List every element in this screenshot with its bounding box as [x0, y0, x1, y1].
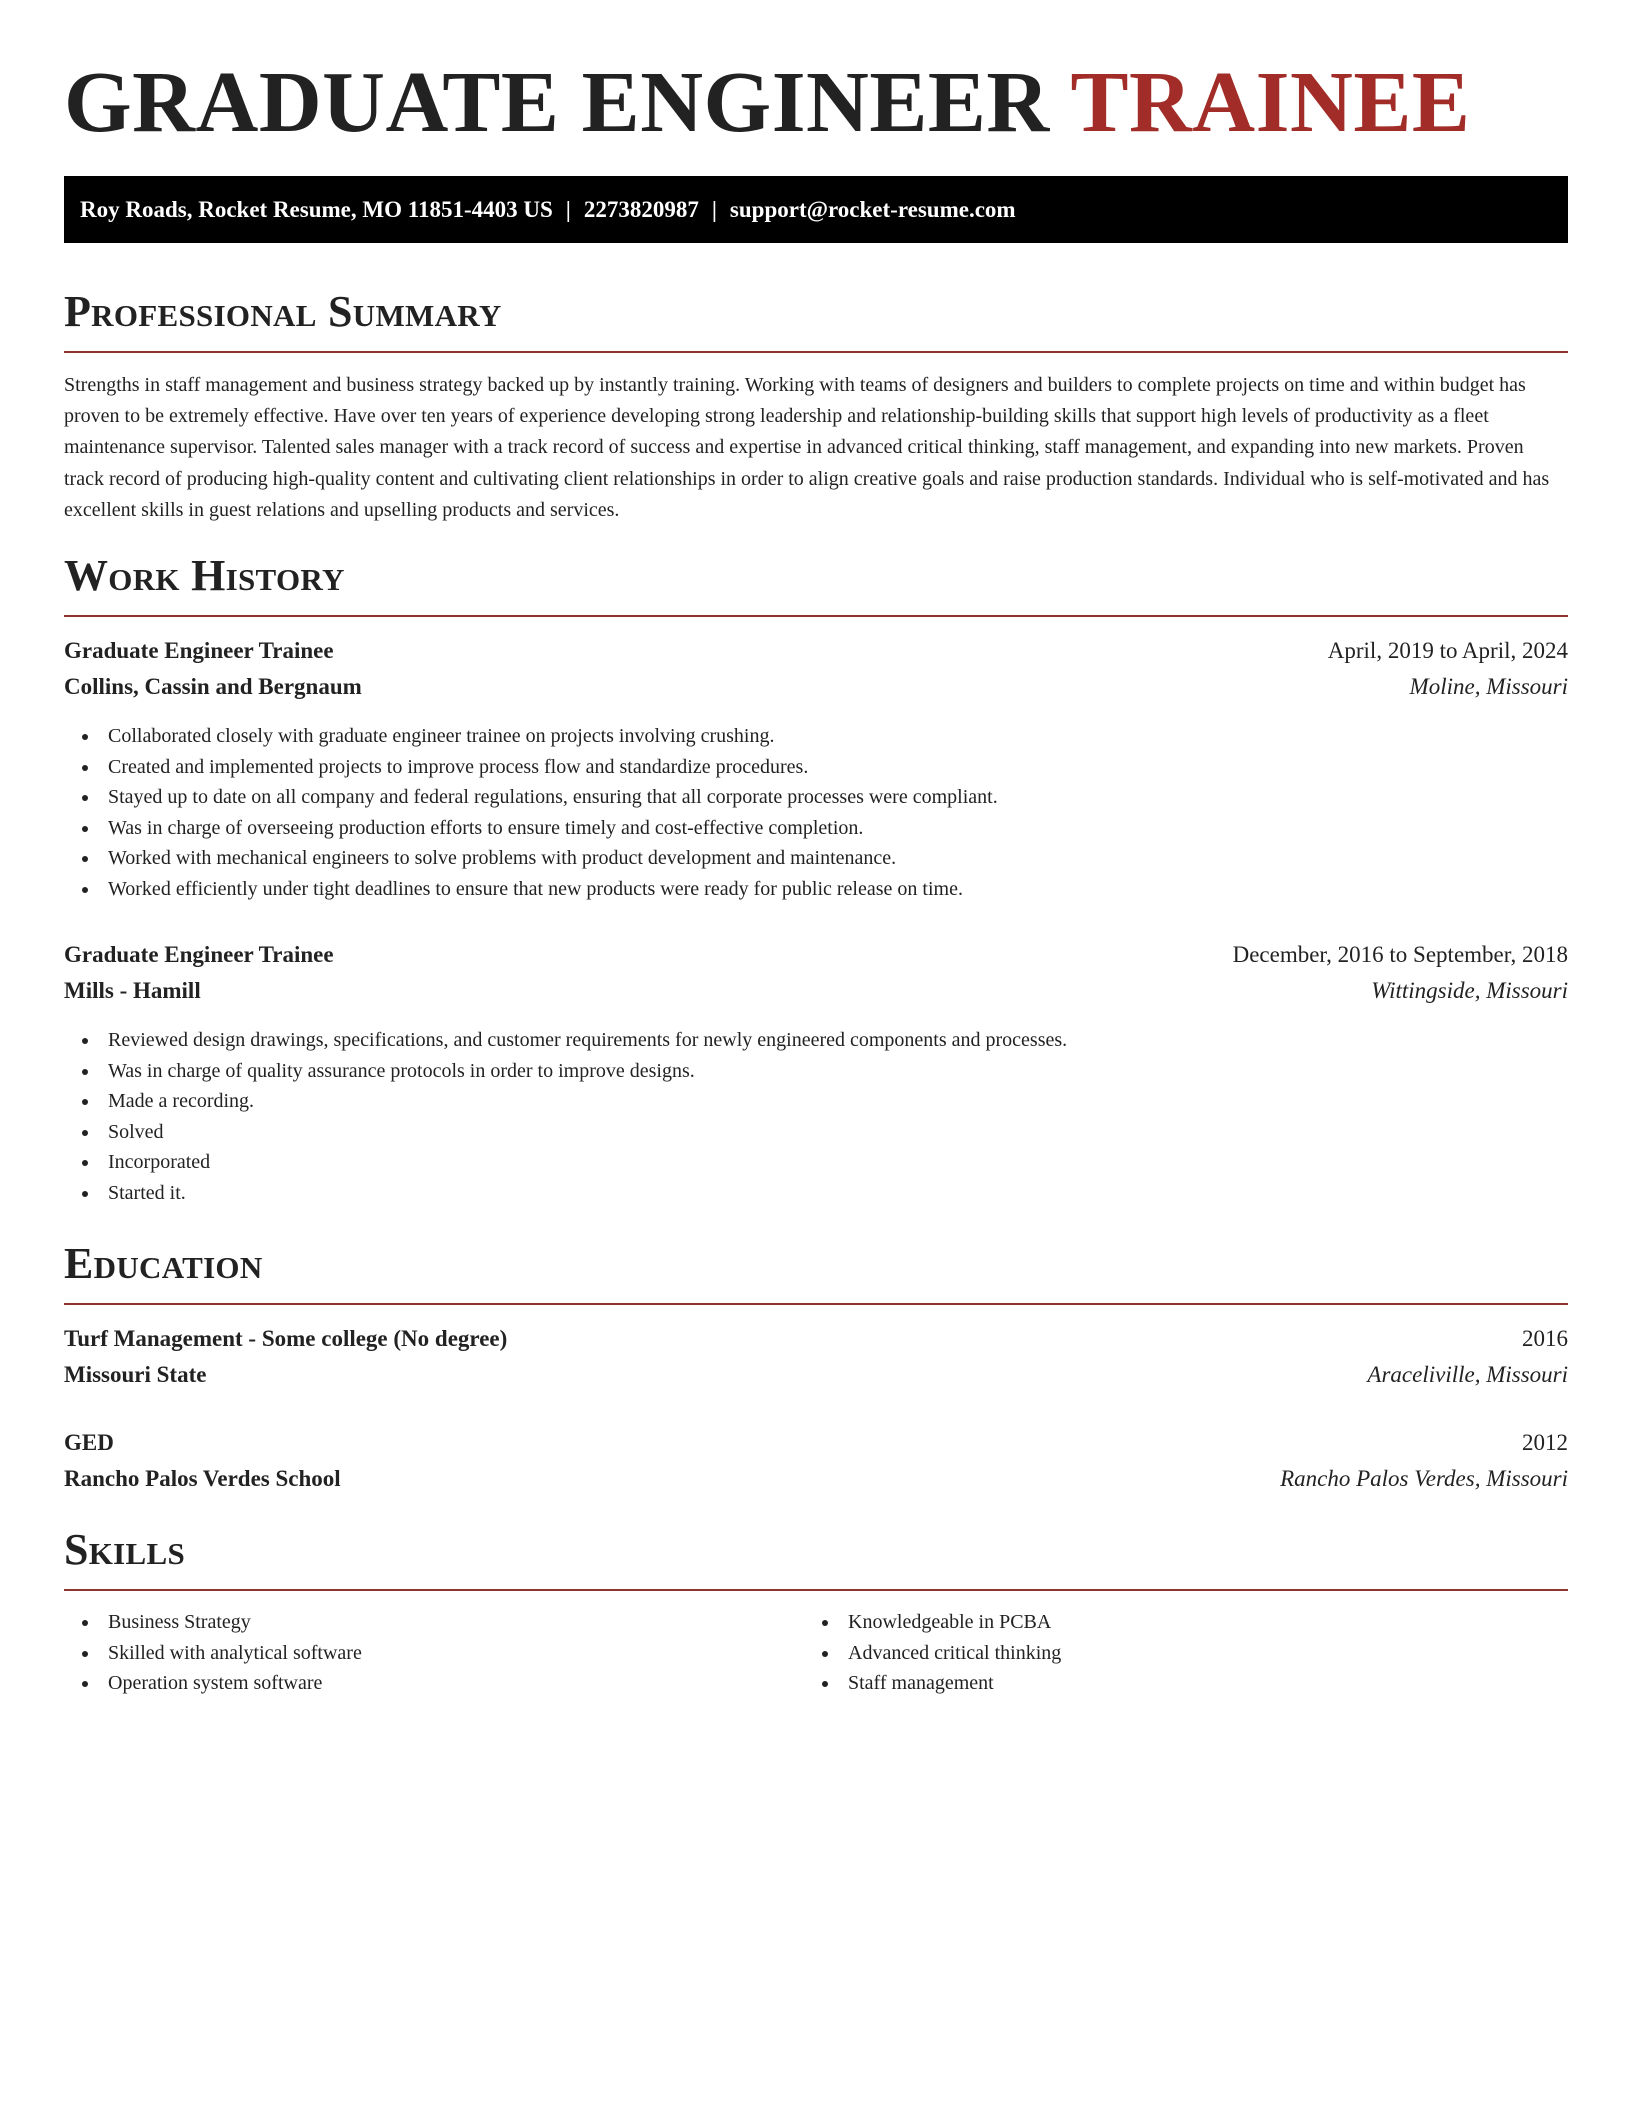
skill-item: Knowledgeable in PCBA — [804, 1607, 1061, 1638]
job-header — [64, 937, 1568, 973]
work-history-heading: Work History — [64, 551, 345, 600]
job-header — [64, 633, 1568, 669]
list-item: Was in charge of overseeing production efforts to ensure timely and cost-effective completion. — [64, 813, 998, 844]
list-item: Was in charge of quality assurance protocols in order to improve designs. — [64, 1056, 1067, 1087]
education-degree: Turf Management - Some college (No degree) — [64, 1326, 508, 1351]
job-bullets — [64, 1025, 1067, 1209]
list-item: Incorporated — [64, 1147, 1067, 1178]
section-divider — [64, 615, 1568, 617]
job-location: Wittingside, Missouri — [1371, 978, 1568, 1003]
list-item: Reviewed design drawings, specifications, and customer requirements for newly engineered components and processes. — [64, 1025, 1067, 1056]
skill-item: Operation system software — [64, 1668, 362, 1699]
skills-heading: Skills — [64, 1525, 186, 1574]
skill-item: Staff management — [804, 1668, 1061, 1699]
education-year: 2016 — [1522, 1326, 1568, 1351]
list-item: Worked with mechanical engineers to solve problems with product development and maintenance. — [64, 843, 998, 874]
contact-email: support@rocket-resume.com — [729, 197, 1016, 222]
education-school: Missouri State — [64, 1362, 207, 1387]
education-school: Rancho Palos Verdes School — [64, 1466, 341, 1491]
list-item: Made a recording. — [64, 1086, 1067, 1117]
summary-heading: Professional Summary — [64, 287, 502, 336]
contact-phone: 2273820987 — [583, 197, 699, 222]
resume-title — [64, 52, 1470, 152]
job-title: Graduate Engineer Trainee — [64, 638, 334, 663]
job-title: Graduate Engineer Trainee — [64, 942, 334, 967]
skill-item: Skilled with analytical software — [64, 1638, 362, 1669]
section-divider — [64, 1303, 1568, 1305]
contact-address: Roy Roads, Rocket Resume, MO 11851-4403 US — [80, 197, 553, 222]
job-company: Collins, Cassin and Bergnaum — [64, 674, 362, 699]
skill-item: Business Strategy — [64, 1607, 362, 1638]
skills-list-left — [64, 1607, 362, 1699]
skills-list-right — [804, 1607, 1061, 1699]
list-item: Stayed up to date on all company and federal regulations, ensuring that all corporate processes were compliant. — [64, 782, 998, 813]
education-location: Rancho Palos Verdes, Missouri — [1280, 1466, 1568, 1491]
section-divider — [64, 351, 1568, 353]
list-item: Worked efficiently under tight deadlines to ensure that new products were ready for public release on time. — [64, 874, 998, 905]
section-divider — [64, 1589, 1568, 1591]
contact-separator: | — [565, 197, 571, 222]
contact-separator: | — [711, 197, 717, 222]
job-location: Moline, Missouri — [1409, 674, 1568, 699]
title-part-1: GRADUATE ENGINEER — [64, 53, 1050, 150]
education-year: 2012 — [1522, 1430, 1568, 1455]
education-subheader — [64, 1357, 1568, 1393]
contact-bar — [64, 176, 1568, 243]
list-item: Solved — [64, 1117, 1067, 1148]
summary-text: Strengths in staff management and business strategy backed up by instantly training. Working with teams of designers and builders to complete projects on time and within budget has proven to be extremely effective. Have over ten years of experience developing strong leadership and relationship-building skills that support high levels of productivity as a fleet maintenance supervisor. Talented sales manager with a track record of success and expertise in advanced critical thinking, staff management, and expanding into new markets. Proven track record of producing high-quality content and cultivating client relationships in order to align creative goals and raise production standards. Individual who is self-motivated and has excellent skills in guest relations and upselling products and services. — [64, 374, 1550, 521]
title-part-2: TRAINEE — [1070, 53, 1471, 150]
job-subheader — [64, 973, 1568, 1009]
job-dates: December, 2016 to September, 2018 — [1232, 942, 1568, 967]
education-degree: GED — [64, 1430, 114, 1455]
job-dates: April, 2019 to April, 2024 — [1327, 638, 1568, 663]
list-item: Collaborated closely with graduate engineer trainee on projects involving crushing. — [64, 721, 998, 752]
education-heading: Education — [64, 1239, 263, 1288]
list-item: Created and implemented projects to improve process flow and standardize procedures. — [64, 752, 998, 783]
job-bullets — [64, 721, 998, 905]
job-company: Mills - Hamill — [64, 978, 201, 1003]
skill-item: Advanced critical thinking — [804, 1638, 1061, 1669]
education-location: Araceliville, Missouri — [1367, 1362, 1568, 1387]
education-subheader — [64, 1461, 1568, 1497]
education-header — [64, 1321, 1568, 1357]
education-header — [64, 1425, 1568, 1461]
job-subheader — [64, 669, 1568, 705]
list-item: Started it. — [64, 1178, 1067, 1209]
